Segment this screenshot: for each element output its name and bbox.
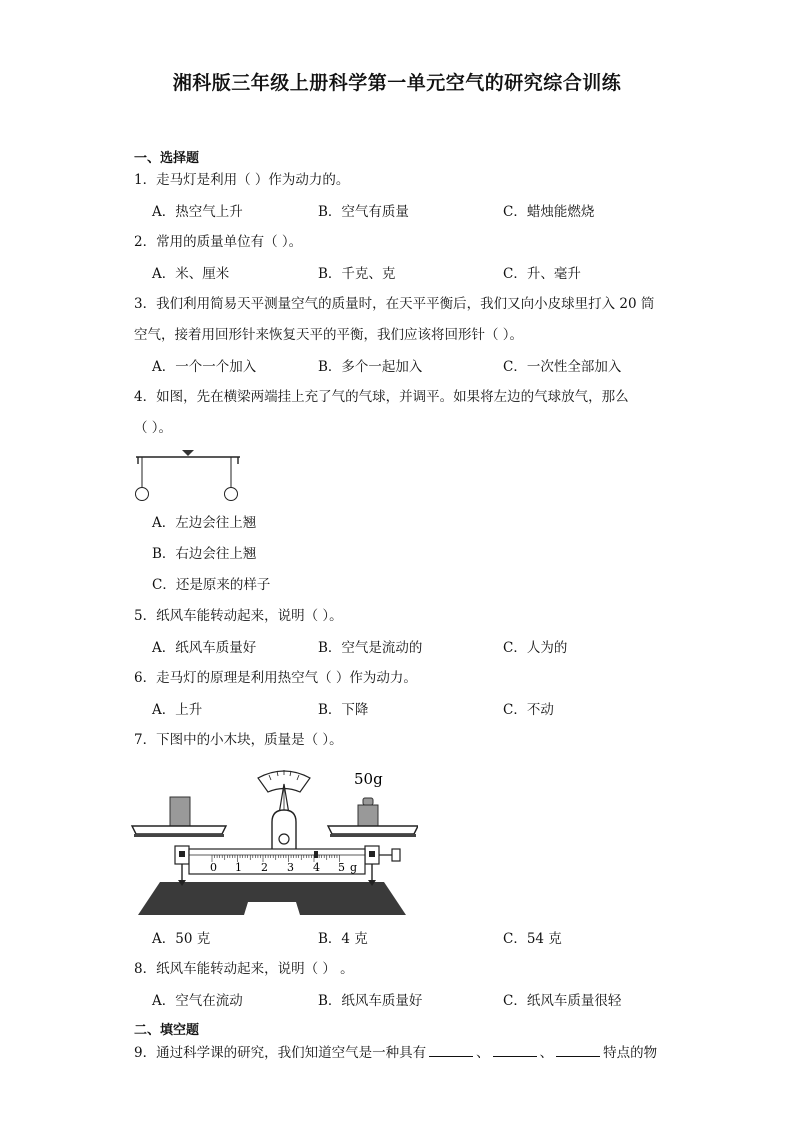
weight-label: 50g bbox=[354, 770, 383, 788]
question-8-option-c[interactable]: C．纸风车质量很轻 bbox=[503, 993, 622, 1009]
section-title-choice: 一、选择题 bbox=[134, 151, 200, 166]
question-2-stem: 2．常用的质量单位有（ ）。 bbox=[134, 234, 303, 250]
question-4-option-a[interactable]: A．左边会往上翘 bbox=[152, 515, 257, 531]
blank-1[interactable] bbox=[429, 1042, 473, 1057]
left-balloon-icon bbox=[136, 488, 149, 501]
question-7-stem: 7．下图中的小木块，质量是（ ）。 bbox=[134, 732, 343, 748]
question-8-stem: 8．纸风车能转动起来，说明（ ） 。 bbox=[134, 961, 354, 977]
question-1-stem: 1．走马灯是利用（ ）作为动力的。 bbox=[134, 172, 350, 188]
scale-tick-2: 2 bbox=[261, 861, 268, 874]
question-7-option-a[interactable]: A．50 克 bbox=[152, 931, 211, 947]
question-2-option-a[interactable]: A．米、厘米 bbox=[152, 266, 230, 282]
scale-tick-0: 0 bbox=[210, 861, 217, 874]
question-3-option-a[interactable]: A．一个一个加入 bbox=[152, 359, 257, 375]
scale-tick-3: 3 bbox=[287, 861, 294, 874]
question-3-stem-line-2: 空气，接着用回形针来恢复天平的平衡，我们应该将回形针（ ）。 bbox=[134, 327, 524, 343]
question-4-stem-line-2: （ ）。 bbox=[134, 420, 173, 436]
question-4-option-b[interactable]: B．右边会往上翘 bbox=[152, 546, 257, 562]
weight-50g-icon bbox=[358, 805, 378, 826]
question-9-text-end: 特点的物 bbox=[603, 1045, 658, 1061]
question-6-option-c[interactable]: C．不动 bbox=[503, 702, 554, 718]
balloon-balance-figure bbox=[130, 447, 246, 505]
question-8-option-b[interactable]: B．纸风车质量好 bbox=[318, 993, 423, 1009]
question-1-option-b[interactable]: B．空气有质量 bbox=[318, 204, 409, 220]
rider-marker bbox=[314, 851, 318, 858]
blank-3[interactable] bbox=[556, 1042, 600, 1057]
question-7-option-c[interactable]: C．54 克 bbox=[503, 931, 562, 947]
question-7-option-b[interactable]: B．4 克 bbox=[318, 931, 368, 947]
question-6-stem: 6．走马灯的原理是利用热空气（ ）作为动力。 bbox=[134, 670, 417, 686]
pivot-marker-icon bbox=[182, 450, 194, 456]
question-5-stem: 5．纸风车能转动起来，说明（ ）。 bbox=[134, 608, 343, 624]
question-2-option-b[interactable]: B．千克、克 bbox=[318, 266, 396, 282]
scale-unit: g bbox=[350, 861, 358, 874]
question-3-option-c[interactable]: C．一次性全部加入 bbox=[503, 359, 622, 375]
question-1-option-a[interactable]: A．热空气上升 bbox=[152, 204, 243, 220]
wooden-block bbox=[170, 797, 190, 826]
question-6-option-b[interactable]: B．下降 bbox=[318, 702, 369, 718]
left-pan bbox=[132, 826, 226, 834]
question-9-stem bbox=[134, 1038, 674, 1069]
question-3-stem-line-1: 3．我们利用简易天平测量空气的质量时，在天平平衡后，我们又向小皮球里打入 20 筒 bbox=[134, 296, 655, 312]
question-3-option-b[interactable]: B．多个一起加入 bbox=[318, 359, 423, 375]
page-title: 湘科版三年级上册科学第一单元空气的研究综合训练 bbox=[172, 72, 622, 94]
blank-2[interactable] bbox=[493, 1042, 537, 1057]
section-title-fill: 二、填空题 bbox=[134, 1023, 200, 1038]
scale-tick-5: 5 bbox=[338, 861, 345, 874]
scale-tick-4: 4 bbox=[313, 861, 320, 874]
question-1-option-c[interactable]: C．蜡烛能燃烧 bbox=[503, 204, 595, 220]
question-9-text-start: 9．通过科学课的研究，我们知道空气是一种具有 bbox=[134, 1045, 427, 1061]
question-4-stem-line-1: 4．如图，先在横梁两端挂上充了气的气球，并调平。如果将左边的气球放气，那么 bbox=[134, 389, 629, 405]
right-balloon-icon bbox=[225, 488, 238, 501]
right-pan bbox=[328, 826, 418, 834]
question-2-option-c[interactable]: C．升、毫升 bbox=[503, 266, 581, 282]
question-8-option-a[interactable]: A．空气在流动 bbox=[152, 993, 243, 1009]
separator-2: 、 bbox=[539, 1045, 554, 1061]
question-6-option-a[interactable]: A．上升 bbox=[152, 702, 203, 718]
question-5-option-a[interactable]: A．纸风车质量好 bbox=[152, 640, 257, 656]
scale-tick-1: 1 bbox=[235, 861, 242, 874]
separator-1: 、 bbox=[476, 1045, 490, 1061]
scale-balance-figure bbox=[128, 762, 418, 922]
question-4-option-c[interactable]: C．还是原来的样子 bbox=[152, 577, 271, 593]
question-5-option-c[interactable]: C．人为的 bbox=[503, 640, 568, 656]
question-5-option-b[interactable]: B．空气是流动的 bbox=[318, 640, 423, 656]
